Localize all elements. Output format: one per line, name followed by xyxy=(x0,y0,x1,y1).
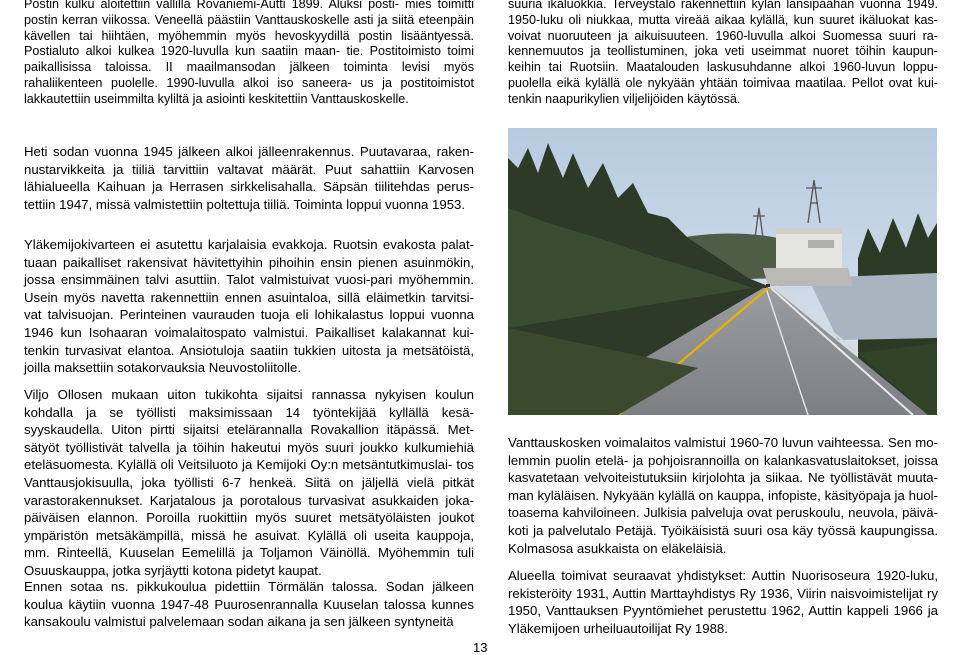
power-plant-building xyxy=(776,228,842,270)
paragraph-logging-and-shops: Viljo Ollosen mukaan uiton tukikohta sijaitsi rannassa nykyisen koulun kohdalla ja se työllisti maksimissaan 14 työntekijää kyllällä kesä- syyskaudella. Uiton pirtti sijaitsi etelärannalla Rovakallion itäpässä. Met- sätyöt työllistivät talvella ja töihin hakeutui myös suuri joukko kulkumiehiä eteläsuomesta. Kylällä oli Veitsiluoto ja Kemijoki Oy:n metsäntutkimuslai- tos Vanttausjokisuulla, joka työllisti 6-7 henkeä. Siitä on jäljellä vielä pitkät varastorakennukset. Karjatalous ja porotalous turvasivat asukkaiden joka- päiväisen elannon. Poroilla ruokittiin myös suuret metsätyöläisten joukot ympäristön metsäkämpillä, missä he asuivat. Kylällä oli useita kauppoja, mm. Rinteellä, Kuuselan Eemelillä ja Toljamon Väinöllä. Myöhemmin tuli Osuuskauppa, jotka syrjäytti kotona pidetyt kaupat. xyxy=(24,387,474,578)
dam-wall xyxy=(763,268,853,286)
car xyxy=(766,284,770,287)
page-number: 13 xyxy=(473,640,488,655)
paragraph-associations: Alueella toimivat seuraavat yhdistykset: Auttin Nuorisoseura 1920-luku, rekisteröity 1931, Auttin Marttayhdistys Ry 1936, Viirin naisvoimistelijat ry 1950, Vanttauksen Pyyntömiehet perustettu 1962, Auttin kappeli 1966 ja Yläkemijoen urheiluautoilijat Ry 1988. xyxy=(508,568,938,636)
paragraph-resettlement: Yläkemijokivarteen ei asutettu karjalaisia evakkoja. Ruotsin evakosta palat- tuaan paikalliset rakensivat hävitettyihin pihoihin ensin pienen asuinmökin, jossa ensimmäinen talvi asuttiin. Talot valmistuivat vuosi-pari myöhemmin. Usein myös navetta rakennettiin ennen asuintaloa, sillä eläimetkin tarvitsi- vat talvisuojan. Perinteinen vaurauden tuoja eli lohikalastus loppui vuonna 1946 kun Isohaaran voimalaitospato valmistui. Paikalliset kalakannat kui- tenkin turvasivat elantoa. Ansiotuloja saatiin tukkien uitosta ja metsätöistä, joilla maksettiin sotakorvauksia Neuvostoliitolle. xyxy=(24,237,474,376)
paragraph-reconstruction: Heti sodan vuonna 1945 jälkeen alkoi jälleenrakennus. Puutavaraa, raken- nustarvikkeita ja tiiliä tarvittiin valtavat määrät. Puut sahattiin Karvosen lähialueella Kaihuan ja Herrasen sirkkelisahalla. Säpsän tiilitehdas perus- tettiin 1947, missä valmistettiin poltettuja tiiliä. Toiminta loppui vuonna 1953. xyxy=(24,144,474,212)
paragraph-post-war-generations: suuria ikäluokkia. Terveystalo rakennettiin kylän länsipäähän vuonna 1949. 1950-luku oli niukkaa, mutta vireää aikaa kylällä, kun suuret ikäluokat kas- voivat nuoruuteen ja aikuisuuteen. 1960-luvulla alkoi Suomessa suuri ra- kennemuutos ja teollistuminen, joka veti useimmat nuoret töihin kaupun- keihin tai Ruotsiin. Maatalouden laskusuhdanne alkoi 1960-luvun loppu- puolella eikä kylällä ole nykyään yhtään toimivaa maatilaa. Pellot ovat kui- tenkin naapurikylien viljelijöiden käytössä. xyxy=(508,0,938,106)
paragraph-power-plant: Vanttauskosken voimalaitos valmistui 1960-70 luvun vaihteessa. Sen mo- lemmin puolin etelä- ja pohjoisrannoilla on kalankasvatuslaitokset, joissa kasvatetaan velvoiteistutuksiin kirjolohta ja siikaa. Ne työllistävät muuta- man kyläläisen. Nykyään kylällä on kauppa, infopiste, käsityöpaja ja huol- toasema kahviloineen. Julkisia palveluja ovat peruskoulu, neuvola, päivä- koti ja palvelutalo Petäjä. Työikäisistä suuri osa käy työssä kaupungissa. Kolmasosa asukkaista on eläkeläisiä. xyxy=(508,435,938,556)
paragraph-postal-history: Postin kulku aloitettiin vällillä Rovaniemi-Autti 1899. Aluksi posti- mies toimitti postin kerran viikossa. Veneellä päästiin Vanttauskoskelle asti ja siitä eteenpäin kävellen tai hiihtäen, myöhemmin myös hevoskyydillä postin lisääntyessä. Postialuto alkoi kulkea 1920-luvulla kun saatiin maan- tie. Postitoimisto toimi paikallisissa taloissa. II maailmansodan jälkeen toiminta levisi myös rahaliikenteen puolelle. 1990-luvulla alkoi iso saneera- us ja postitoimistot lakkautettiin useimmilta kyliltä ja asiointi keskitettiin Vanttauskoskelle. xyxy=(24,0,474,106)
paragraph-school: Ennen sotaa ns. pikkukoulua pidettiin Törmälän talossa. Sodan jälkeen koulua käytiin vuonna 1947-48 Puurosenrannalla Kuuselan talossa kunnes kansakoulu valmistui palvelemaan sodan aikana ja sen jälkeen syntyneitä xyxy=(24,579,474,630)
road-dam-power-plant-photo xyxy=(508,128,937,415)
